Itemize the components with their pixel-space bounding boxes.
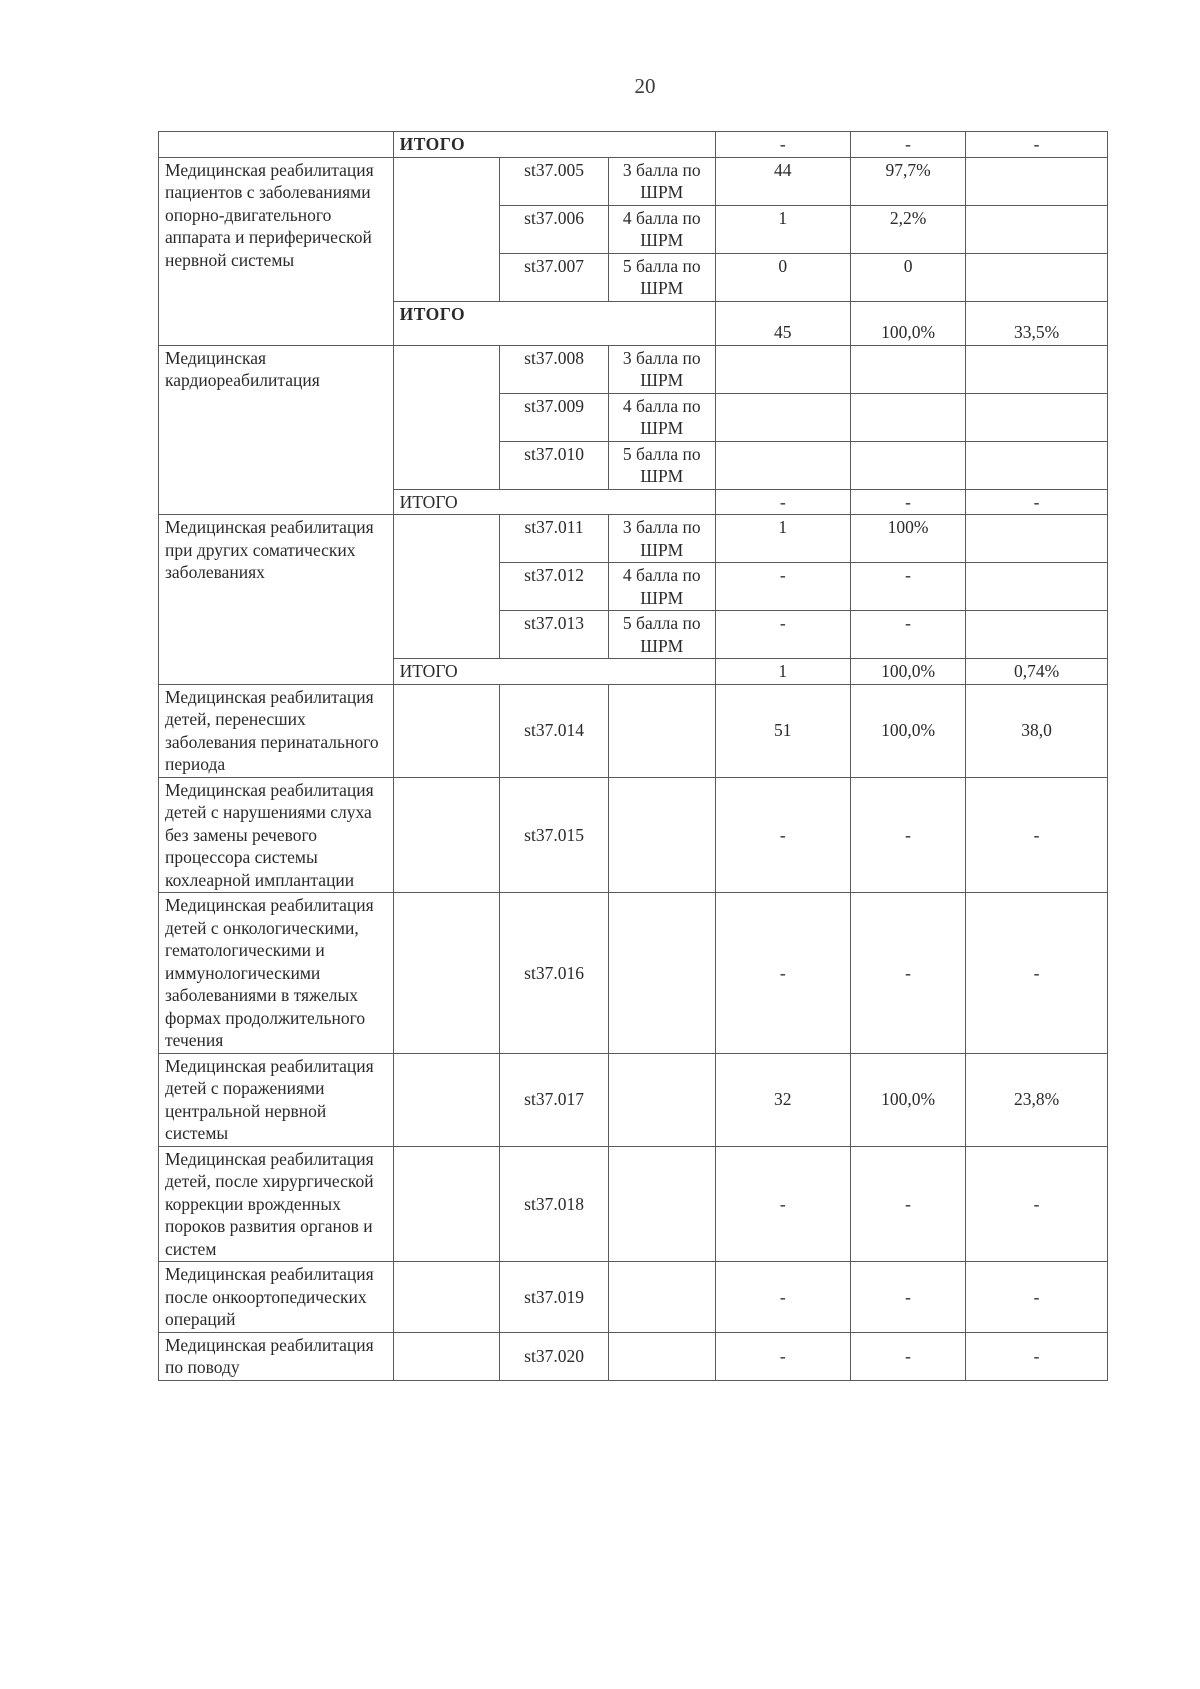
itogo-percent: 100,0% — [851, 301, 966, 345]
share-cell — [966, 611, 1108, 659]
count-cell: - — [715, 1146, 850, 1262]
percent-cell — [851, 393, 966, 441]
percent-cell: 100,0% — [851, 1053, 966, 1146]
empty-cell — [393, 893, 500, 1054]
share-cell: - — [966, 1332, 1108, 1380]
percent-cell: 97,7% — [851, 157, 966, 205]
itogo-count: 1 — [715, 659, 850, 685]
percent-cell: - — [851, 563, 966, 611]
share-cell — [966, 441, 1108, 489]
count-cell: - — [715, 1262, 850, 1333]
itogo-label: ИТОГО — [393, 301, 715, 345]
empty-cell — [393, 345, 500, 489]
rehabilitation-table — [158, 131, 1108, 1381]
code-cell: st37.009 — [500, 393, 609, 441]
percent-cell: - — [851, 1262, 966, 1333]
score-cell: 5 балла по ШРМ — [608, 253, 715, 301]
score-cell: 5 балла по ШРМ — [608, 611, 715, 659]
count-cell: 32 — [715, 1053, 850, 1146]
score-cell: 3 балла по ШРМ — [608, 345, 715, 393]
row-name: Медицинская реабилитация детей с поражениями центральной нервной системы — [159, 1053, 394, 1146]
table-row — [159, 1146, 1108, 1262]
itogo-count: 45 — [715, 301, 850, 345]
share-cell — [966, 253, 1108, 301]
empty-cell — [393, 515, 500, 659]
empty-cell — [159, 132, 394, 158]
empty-cell — [608, 1053, 715, 1146]
code-cell: st37.008 — [500, 345, 609, 393]
count-cell — [715, 345, 850, 393]
share-cell — [966, 393, 1108, 441]
percent-cell: 0 — [851, 253, 966, 301]
itogo-percent: 100,0% — [851, 659, 966, 685]
page-number: 20 — [634, 74, 656, 98]
code-cell: st37.014 — [500, 684, 609, 777]
empty-cell — [608, 1146, 715, 1262]
itogo-percent: - — [851, 132, 966, 158]
percent-cell: - — [851, 611, 966, 659]
code-cell: st37.006 — [500, 205, 609, 253]
count-cell: - — [715, 563, 850, 611]
code-cell: st37.020 — [500, 1332, 609, 1380]
count-cell: 1 — [715, 515, 850, 563]
table-row — [159, 684, 1108, 777]
code-cell: st37.016 — [500, 893, 609, 1054]
count-cell: 1 — [715, 205, 850, 253]
share-cell — [966, 205, 1108, 253]
empty-cell — [393, 1146, 500, 1262]
itogo-label: ИТОГО — [393, 132, 715, 158]
share-cell: - — [966, 1262, 1108, 1333]
itogo-share: - — [966, 489, 1108, 515]
code-cell: st37.013 — [500, 611, 609, 659]
score-cell: 3 балла по ШРМ — [608, 515, 715, 563]
percent-cell: - — [851, 1332, 966, 1380]
code-cell: st37.015 — [500, 777, 609, 893]
share-cell — [966, 515, 1108, 563]
percent-cell: 100,0% — [851, 684, 966, 777]
group-name: Медицинская реабилитация при других соматических заболеваниях — [159, 515, 394, 685]
count-cell: 44 — [715, 157, 850, 205]
percent-cell: - — [851, 1146, 966, 1262]
row-name: Медицинская реабилитация по поводу — [159, 1332, 394, 1380]
row-name: Медицинская реабилитация детей с онкологическими, гематологическими и иммунологическими заболеваниями в тяжелых формах продолжительного течения — [159, 893, 394, 1054]
count-cell — [715, 441, 850, 489]
table-row — [159, 157, 1108, 205]
table-row — [159, 893, 1108, 1054]
row-name: Медицинская реабилитация детей, перенесших заболевания перинатального периода — [159, 684, 394, 777]
share-cell: - — [966, 777, 1108, 893]
itogo-share: 33,5% — [966, 301, 1108, 345]
percent-cell: - — [851, 893, 966, 1054]
empty-cell — [393, 777, 500, 893]
percent-cell: 2,2% — [851, 205, 966, 253]
percent-cell — [851, 441, 966, 489]
table-row — [159, 345, 1108, 393]
score-cell: 4 балла по ШРМ — [608, 563, 715, 611]
code-cell: st37.005 — [500, 157, 609, 205]
itogo-row-top — [159, 132, 1108, 158]
code-cell: st37.018 — [500, 1146, 609, 1262]
itogo-label: ИТОГО — [393, 659, 715, 685]
share-cell: - — [966, 893, 1108, 1054]
share-cell — [966, 157, 1108, 205]
table-row — [159, 515, 1108, 563]
empty-cell — [393, 157, 500, 301]
count-cell — [715, 393, 850, 441]
row-name: Медицинская реабилитация детей, после хирургической коррекции врожденных пороков развития органов и систем — [159, 1146, 394, 1262]
count-cell: - — [715, 893, 850, 1054]
empty-cell — [393, 1332, 500, 1380]
empty-cell — [608, 684, 715, 777]
itogo-percent: - — [851, 489, 966, 515]
score-cell: 5 балла по ШРМ — [608, 441, 715, 489]
row-name: Медицинская реабилитация детей с нарушениями слуха без замены речевого процессора системы кохлеарной имплантации — [159, 777, 394, 893]
percent-cell: - — [851, 777, 966, 893]
empty-cell — [393, 684, 500, 777]
group-name: Медицинская кардиореабилитация — [159, 345, 394, 515]
share-cell — [966, 345, 1108, 393]
table-row — [159, 777, 1108, 893]
empty-cell — [608, 893, 715, 1054]
table-row — [159, 1053, 1108, 1146]
itogo-count: - — [715, 132, 850, 158]
score-cell: 4 балла по ШРМ — [608, 393, 715, 441]
table-row — [159, 1332, 1108, 1380]
count-cell: - — [715, 1332, 850, 1380]
code-cell: st37.010 — [500, 441, 609, 489]
count-cell: 51 — [715, 684, 850, 777]
share-cell: 38,0 — [966, 684, 1108, 777]
percent-cell — [851, 345, 966, 393]
code-cell: st37.007 — [500, 253, 609, 301]
empty-cell — [608, 1332, 715, 1380]
percent-cell: 100% — [851, 515, 966, 563]
itogo-label: ИТОГО — [393, 489, 715, 515]
count-cell: - — [715, 777, 850, 893]
itogo-count: - — [715, 489, 850, 515]
itogo-share: 0,74% — [966, 659, 1108, 685]
empty-cell — [608, 777, 715, 893]
score-cell: 4 балла по ШРМ — [608, 205, 715, 253]
row-name: Медицинская реабилитация после онкоортопедических операций — [159, 1262, 394, 1333]
share-cell — [966, 563, 1108, 611]
itogo-share: - — [966, 132, 1108, 158]
code-cell: st37.012 — [500, 563, 609, 611]
share-cell: 23,8% — [966, 1053, 1108, 1146]
empty-cell — [393, 1262, 500, 1333]
code-cell: st37.019 — [500, 1262, 609, 1333]
count-cell: 0 — [715, 253, 850, 301]
share-cell: - — [966, 1146, 1108, 1262]
code-cell: st37.011 — [500, 515, 609, 563]
score-cell: 3 балла по ШРМ — [608, 157, 715, 205]
count-cell: - — [715, 611, 850, 659]
empty-cell — [608, 1262, 715, 1333]
group-name: Медицинская реабилитация пациентов с заболеваниями опорно-двигательного аппарата и периферической нервной системы — [159, 157, 394, 345]
table-row — [159, 1262, 1108, 1333]
empty-cell — [393, 1053, 500, 1146]
code-cell: st37.017 — [500, 1053, 609, 1146]
